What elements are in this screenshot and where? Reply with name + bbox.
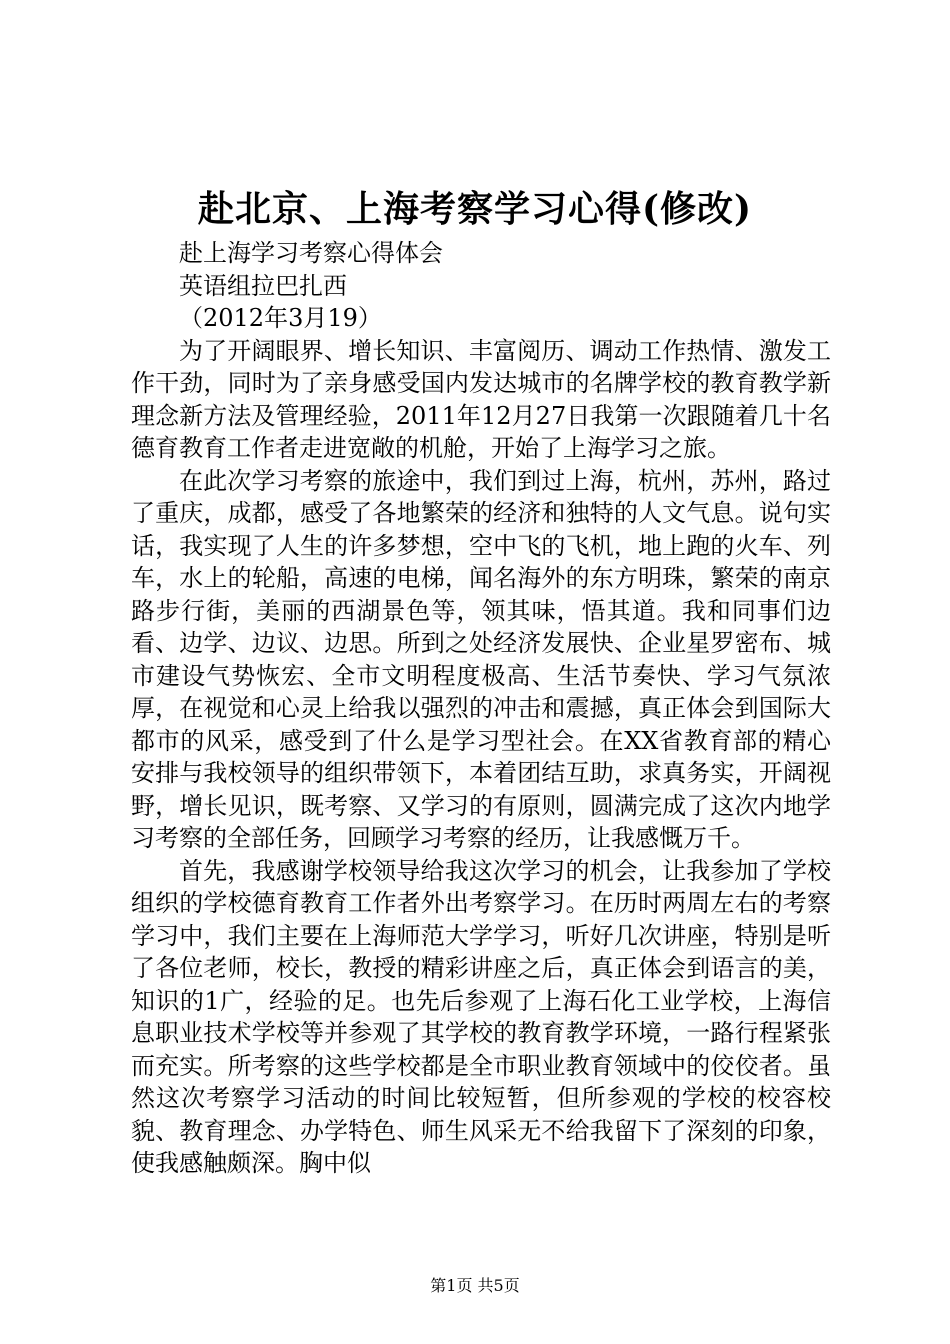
paragraph: 首先，我感谢学校领导给我这次学习的机会，让我参加了学校组织的学校德育教育工作者外出考察学习。在历时两周左右的考察学习中，我们主要在上海师范大学学习，听好几次讲座，特别是听了各位老师，校长，教授的精彩讲座之后，真正体会到语言的美，知识的1广，经验的足。也先后参观了上海石化工业学校，上海信息职业技术学校等并参观了其学校的教育教学环境，一路行程紧张而充实。所考察的这些学校都是全市职业教育领域中的佼佼者。虽然这次考察学习活动的时间比较短暂，但所参观的学校的校容校貌、教育理念、办学特色、师生风采无不给我留下了深刻的印象，使我感触颇深。胸中似 <box>131 856 831 1177</box>
document-body <box>131 237 831 1180</box>
document-subtitle: 赴上海学习考察心得体会 <box>179 239 443 267</box>
document-author: 英语组拉巴扎西 <box>179 271 347 300</box>
page-footer: 第1页 共5页 <box>430 1276 520 1295</box>
paragraph: 为了开阔眼界、增长知识、丰富阅历、调动工作热情、激发工作干劲，同时为了亲身感受国内发达城市的名牌学校的教育教学新理念新方法及管理经验，2011年12月27日我第一次跟随着几十名德育教育工作者走进宽敞的机舱，开始了上海学习之旅。 <box>131 336 831 462</box>
document-date: （2012年3月19） <box>179 304 382 332</box>
paragraph: 在此次学习考察的旅途中，我们到过上海，杭州，苏州，路过了重庆，成都，感受了各地繁荣的经济和独特的人文气息。说句实话，我实现了人生的许多梦想，空中飞的飞机，地上跑的火车、列车，水上的轮船，高速的电梯，闻名海外的东方明珠，繁荣的南京路步行街，美丽的西湖景色等，领其味，悟其道。我和同事们边看、边学、边议、边思。所到之处经济发展快、企业星罗密布、城市建设气势恢宏、全市文明程度极高、生活节奏快、学习气氛浓厚，在视觉和心灵上给我以强烈的冲击和震撼，真正体会到国际大都市的风采，感受到了什么是学习型社会。在XX省教育部的精心安排与我校领导的组织带领下，本着团结互助，求真务实，开阔视野，增长见识，既考察、又学习的有原则，圆满完成了这次内地学习考察的全部任务，回顾学习考察的经历，让我感慨万千。 <box>131 466 831 852</box>
document-title: 赴北京、上海考察学习心得(修改) <box>197 188 753 230</box>
